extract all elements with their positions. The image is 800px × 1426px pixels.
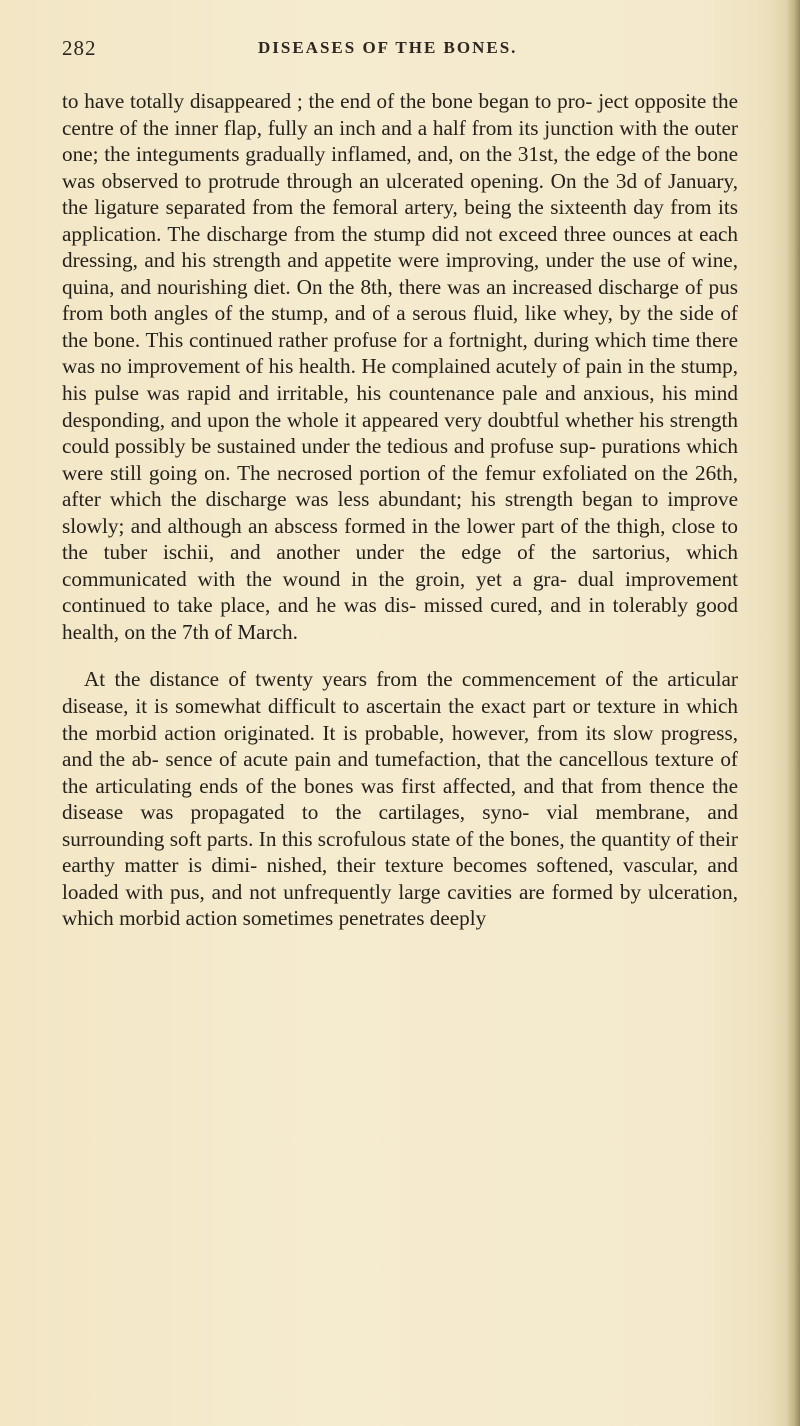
page-edge-shadow bbox=[786, 0, 800, 1426]
paragraph-pathology: At the distance of twenty years from the commencement of the articular disease, it is somewhat difficult to ascertain the exact part or texture in which the morbid action originated. It is probable, however, from its slow progress, and the ab- sence of acute pain and tumefaction, that the cancellous texture of the articulating ends of the bones was first affected, and that from thence the disease was propagated to the cartilages, syno- vial membrane, and surrounding soft parts. In this scrofulous state of the bones, the quantity of their earthy matter is dimi- nished, their texture becomes softened, vascular, and loaded with pus, and not unfrequently large cavities are formed by ulceration, which morbid action sometimes penetrates deeply bbox=[62, 667, 738, 931]
paragraph-case-progress: to have totally disappeared ; the end of the bone began to pro- ject opposite the centre of the inner flap, fully an inch and a half from its junction with the outer one; the integuments gradually inflamed, and, on the 31st, the edge of the bone was observed to protrude through an ulcerated opening. On the 3d of January, the ligature separated from the femoral artery, being the sixteenth day from its application. The discharge from the stump did not exceed three ounces at each dressing, and his strength and appetite were improving, under the use of wine, quina, and nourishing diet. On the 8th, there was an increased discharge of pus from both angles of the stump, and of a serous fluid, like whey, by the side of the bone. This continued rather profuse for a fortnight, during which time there was no improvement of his health. He complained acutely of pain in the stump, his pulse was rapid and irritable, his countenance pale and anxious, his mind desponding, and upon the whole it appeared very doubtful whether his strength could possibly be sustained under the tedious and profuse sup- purations which were still going on. The necrosed portion of the femur exfoliated on the 26th, after which the discharge was less abundant; his strength began to improve slowly; and although an abscess formed in the lower part of the thigh, close to the tuber ischii, and another under the edge of the sartorius, which communicated with the wound in the groin, yet a gra- dual improvement continued to take place, and he was dis- missed cured, and in tolerably good health, on the 7th of March. bbox=[62, 89, 738, 644]
running-head: DISEASES OF THE BONES. bbox=[258, 38, 518, 57]
body-text bbox=[62, 88, 738, 932]
page-header bbox=[62, 36, 742, 66]
page-number: 282 bbox=[62, 36, 97, 60]
